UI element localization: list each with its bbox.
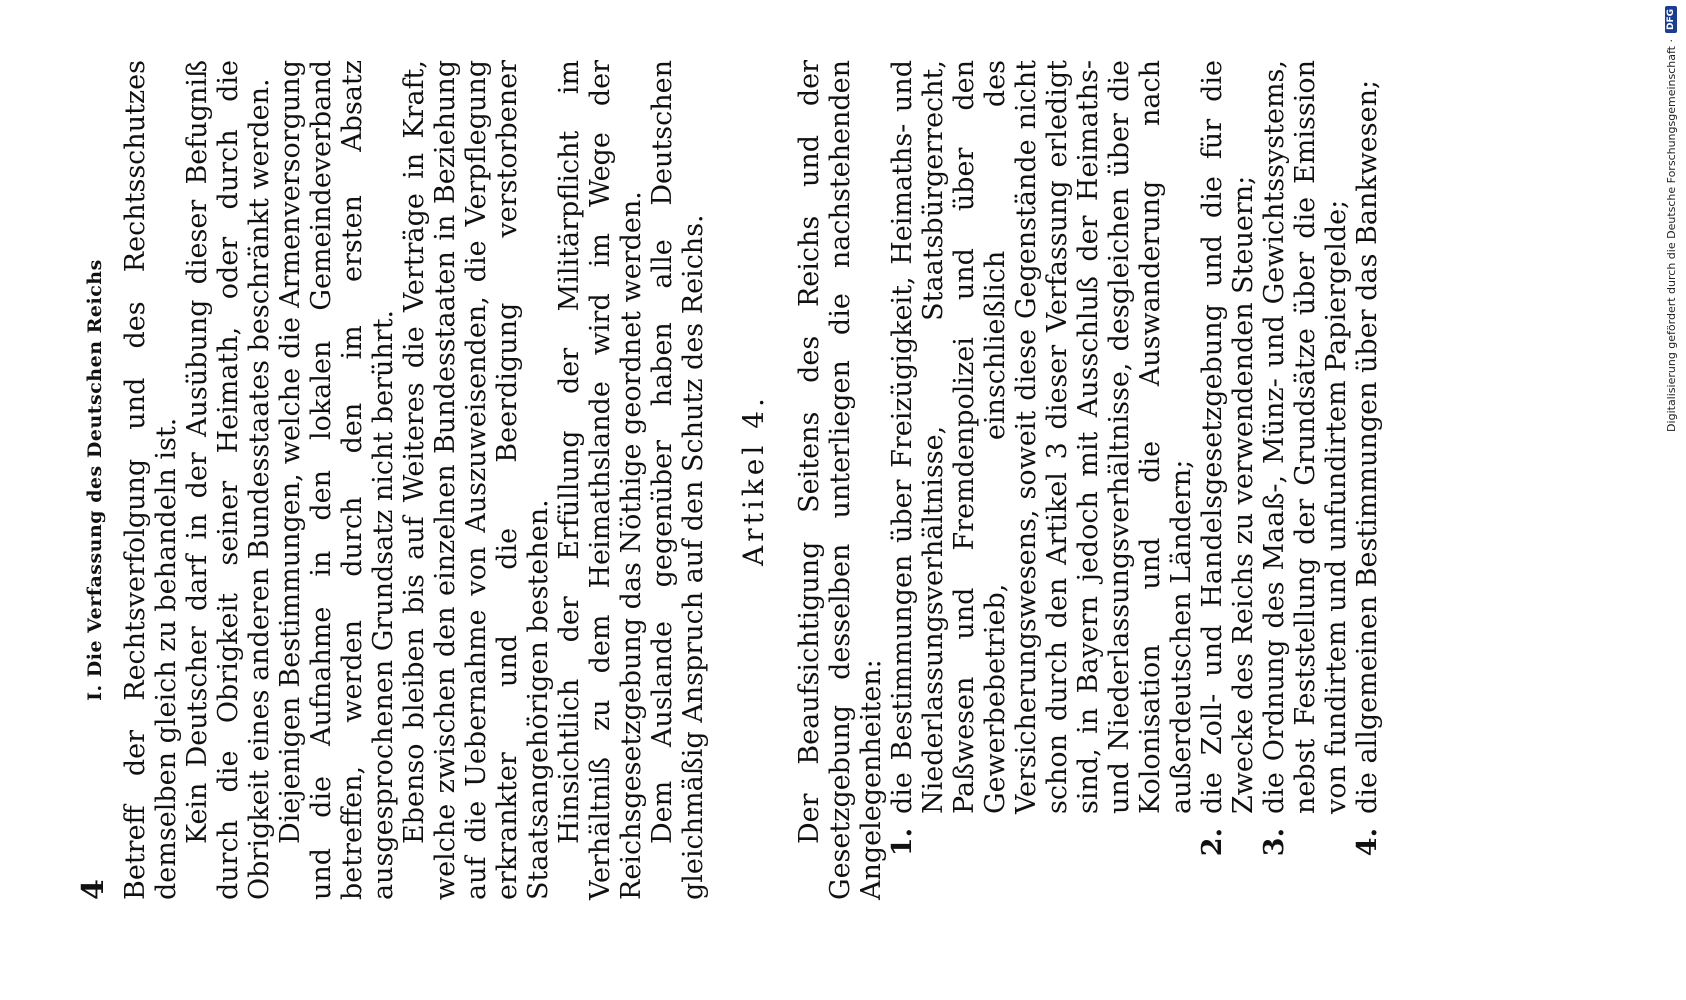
list-item: [1352, 60, 1383, 900]
list-item: [1259, 60, 1352, 900]
list-item-text: die allgemeinen Bestimmungen über das Bankwesen;: [1352, 79, 1383, 814]
list-item-text: die Ordnung des Maaß-, Münz- und Gewichtssystems, nebst Feststellung der Grundsätze über die Emission von fundirtem und unfundirtem Papiergelde;: [1259, 60, 1352, 814]
list-item: [887, 60, 1197, 900]
page-content: [76, 60, 1383, 900]
paragraph: Diejenigen Bestimmungen, welche die Armenversorgung und die Aufnahme in den lokalen Gemeindeverband betreffen, werden durch den im ersten Absatz ausgesprochenen Grundsatz nicht berührt.: [275, 60, 399, 900]
running-header: [76, 60, 120, 900]
list-item-text: die Bestimmungen über Freizügigkeit, Heimaths- und Niederlassungsverhältnisse, Staatsbürgerrecht, Paßwesen und Fremdenpolizei und über den Gewerbebetrieb, einschließlich des Versicherungswesens, soweit diese Gegenstände nicht schon durch den Artikel 3 dieser Verfassung erledigt sind, in Bayern jedoch mit Ausschluß der Heimaths- und Niederlassungsverhältnisse, desgleichen über die Kolonisation und die Auswanderung nach außerdeutschen Ländern;: [887, 60, 1197, 814]
list-item-text: die Zoll- und Handelsgesetzgebung und die für die Zwecke des Reichs zu verwendenden Steuern;: [1197, 60, 1259, 814]
paragraph: Kein Deutscher darf in der Ausübung dieser Befugniß durch die Obrigkeit seiner Heimath, oder durch die Obrigkeit eines anderen Bundesstaates beschränkt werden.: [182, 60, 275, 900]
article-item-list: [887, 60, 1383, 900]
list-item-number: 3.: [1259, 828, 1290, 857]
running-title: I. Die Verfassung des Deutschen Reichs: [84, 259, 106, 701]
paragraph: Ebenso bleiben bis auf Weiteres die Verträge in Kraft, welche zwischen den einzelnen Bundesstaaten in Beziehung auf die Uebernahme von Auszuweisenden, die Verpflegung erkrankter und die Beerdigung verstorbener Staatsangehörigen bestehen.: [399, 60, 554, 900]
article-intro: Der Beaufsichtigung Seitens des Reichs und der Gesetzgebung desselben unterliegen die nachstehenden Angelegenheiten:: [794, 60, 887, 900]
list-item: [1197, 60, 1259, 900]
page-number: 4: [76, 879, 111, 900]
paragraph: Betreff der Rechtsverfolgung und des Rechtsschutzes demselben gleich zu behandeln ist.: [120, 60, 182, 900]
credit-text: Digitalisierung gefördert durch die Deutsche Forschungsgemeinschaft ·: [1664, 39, 1678, 432]
paragraph: Dem Auslande gegenüber haben alle Deutschen gleichmäßig Anspruch auf den Schutz des Reichs.: [647, 60, 709, 900]
paragraph: Hinsichtlich der Erfüllung der Militärpflicht im Verhältniß zu dem Heimathslande wird im Wege der Reichsgesetzgebung das Nöthige geordnet werden.: [554, 60, 647, 900]
dfg-logo: DFG: [1665, 6, 1677, 33]
digitization-credit: [1660, 0, 1682, 1000]
article-heading: Artikel 4.: [737, 394, 770, 566]
list-item-number: 1.: [887, 828, 918, 857]
list-item-number: 4.: [1352, 828, 1383, 857]
list-item-number: 2.: [1197, 828, 1228, 857]
